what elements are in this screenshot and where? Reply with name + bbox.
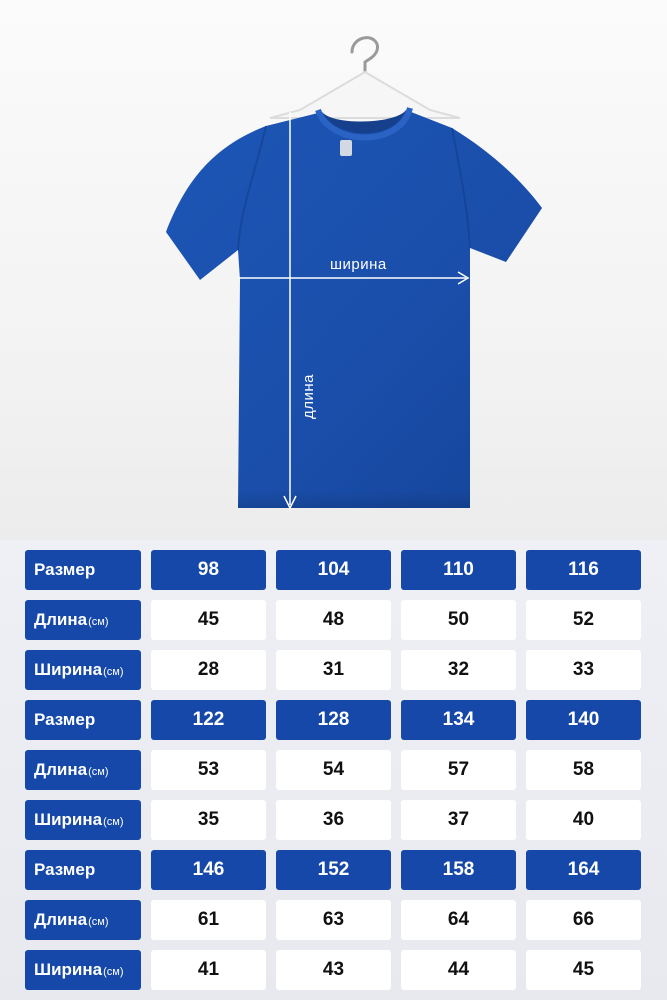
size-row-value: 104 [276,550,391,590]
width-row-label [25,950,141,990]
size-row-value: 152 [276,850,391,890]
width-row-value: 45 [526,950,641,990]
width-row-label [25,800,141,840]
width-row [25,800,642,840]
size-table [0,540,667,1000]
width-row-label [25,650,141,690]
length-row-value: 53 [151,750,266,790]
row-label-text: Ширина [34,960,103,979]
length-row-value: 64 [401,900,516,940]
width-row-value: 31 [276,650,391,690]
size-row-value: 146 [151,850,266,890]
size-row-value: 110 [401,550,516,590]
size-row-label [25,850,141,890]
width-row-value: 37 [401,800,516,840]
unit-text: (см) [88,615,109,628]
unit-text: (см) [103,965,124,978]
size-row-value: 164 [526,850,641,890]
width-row [25,950,642,990]
unit-text: (см) [88,915,109,928]
size-row-label [25,550,141,590]
width-row-value: 33 [526,650,641,690]
length-row-label [25,750,141,790]
length-row-value: 58 [526,750,641,790]
length-row-value: 57 [401,750,516,790]
length-row-label [25,600,141,640]
width-row-value: 43 [276,950,391,990]
row-label-text: Длина [34,910,88,929]
row-label-text: Ширина [34,810,103,829]
width-row-value: 44 [401,950,516,990]
length-row-value: 52 [526,600,641,640]
length-row-label [25,900,141,940]
unit-text: (см) [103,665,124,678]
size-row-value: 134 [401,700,516,740]
width-row-value: 41 [151,950,266,990]
width-row-value: 36 [276,800,391,840]
width-row-value: 35 [151,800,266,840]
unit-text: (см) [88,765,109,778]
size-row-value: 116 [526,550,641,590]
row-label-text: Размер [34,860,96,879]
size-row-value: 140 [526,700,641,740]
size-row-value: 128 [276,700,391,740]
size-row-label [25,700,141,740]
width-row-value: 40 [526,800,641,840]
hanger-icon [270,38,460,118]
row-label-text: Размер [34,710,96,729]
size-row-value: 158 [401,850,516,890]
size-row [25,700,642,740]
size-row [25,550,642,590]
unit-text: (см) [103,815,124,828]
row-label-text: Длина [34,760,88,779]
size-row-value: 98 [151,550,266,590]
length-row-value: 48 [276,600,391,640]
width-row [25,650,642,690]
size-grid [25,550,642,1000]
size-row-value: 122 [151,700,266,740]
width-row-value: 28 [151,650,266,690]
length-label: длина [300,373,318,420]
length-row-value: 61 [151,900,266,940]
row-label-text: Длина [34,610,88,629]
length-row-value: 66 [526,900,641,940]
row-label-text: Ширина [34,660,103,679]
length-row-value: 54 [276,750,391,790]
width-row-value: 32 [401,650,516,690]
length-row [25,750,642,790]
length-row [25,600,642,640]
length-row-value: 63 [276,900,391,940]
size-row [25,850,642,890]
width-label: ширина [330,256,387,273]
length-row-value: 45 [151,600,266,640]
length-row-value: 50 [401,600,516,640]
row-label-text: Размер [34,560,96,579]
length-row [25,900,642,940]
tshirt-shape [166,110,542,508]
